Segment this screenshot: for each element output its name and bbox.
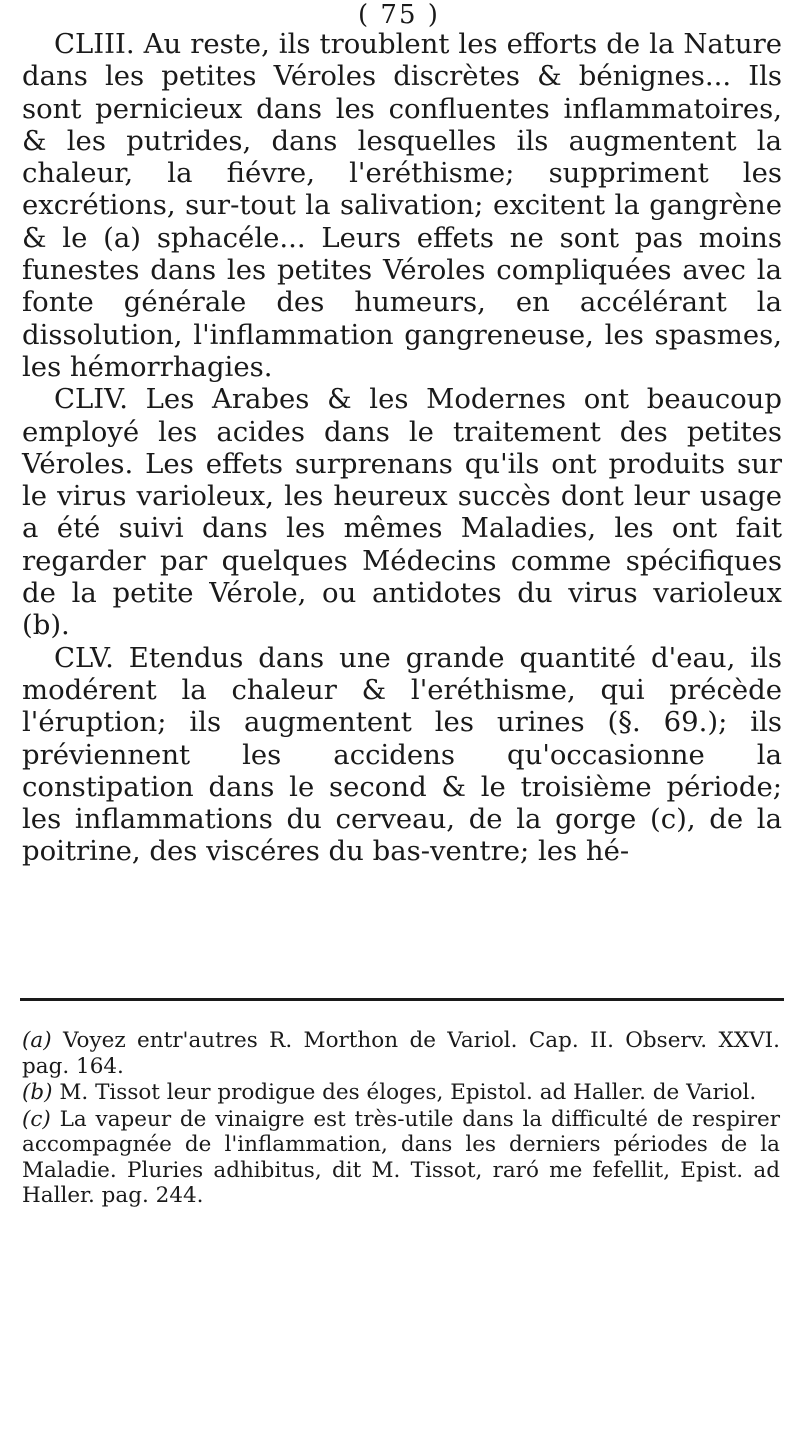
footnote-divider <box>20 998 784 1001</box>
footnote-b <box>22 1080 780 1106</box>
footnote-text: Voyez entr'autres R. Morthon de Variol. Cap. II. Observ. XXVI. pag. 164. <box>22 1028 780 1079</box>
footnote-text: M. Tissot leur prodigue des éloges, Epistol. ad Haller. de Variol. <box>59 1080 757 1105</box>
page-number: ( 75 ) <box>358 0 440 30</box>
main-text <box>22 28 782 868</box>
footnote-mark: (c) <box>22 1106 51 1132</box>
footnotes <box>22 1028 780 1210</box>
paragraph-clv: CLV. Etendus dans une grande quantité d'eau, ils modérent la chaleur & l'eréthisme, qui précède l'éruption; ils augmentent les urines (§. 69.); ils préviennent les accidens qu'occasionne la constipation dans le second & le troisième période; les inflammations du cerveau, de la gorge (c), de la poitrine, des viscéres du bas-ventre; les hé- <box>22 641 782 868</box>
footnote-mark: (b) <box>22 1080 53 1105</box>
footnote-a <box>22 1028 780 1079</box>
paragraph-cliv: CLIV. Les Arabes & les Modernes ont beaucoup employé les acides dans le traitement des petites Véroles. Les effets surprenans qu'ils ont produits sur le virus varioleux, les heureux succès dont leur usage a été suivi dans les mêmes Maladies, les ont fait regarder par quelques Médecins comme spécifiques de la petite Vérole, ou antidotes du virus varioleux (b). <box>22 383 782 642</box>
paragraph-cliii: CLIII. Au reste, ils troublent les efforts de la Nature dans les petites Véroles discrètes & bénignes... Ils sont pernicieux dans les confluentes inflammatoires, & les putrides, dans lesquelles ils augmentent la chaleur, la fiévre, l'eréthisme; suppriment les excrétions, sur-tout la salivation; excitent la gangrène & le (a) sphacéle... Leurs effets ne sont pas moins funestes dans les petites Véroles compliquées avec la fonte générale des humeurs, en accélérant la dissolution, l'inflammation gangreneuse, les spasmes, les hémorrhagies. <box>22 28 782 383</box>
footnote-text: La vapeur de vinaigre est très-utile dans la difficulté de respirer accompagnée de l'inflammation, dans les derniers périodes de la Maladie. Pluries adhibitus, dit M. Tissot, raró me fefellit, Epist. ad Haller. pag. 244. <box>22 1106 780 1208</box>
footnote-c <box>22 1107 780 1209</box>
footnote-mark: (a) <box>22 1028 52 1053</box>
